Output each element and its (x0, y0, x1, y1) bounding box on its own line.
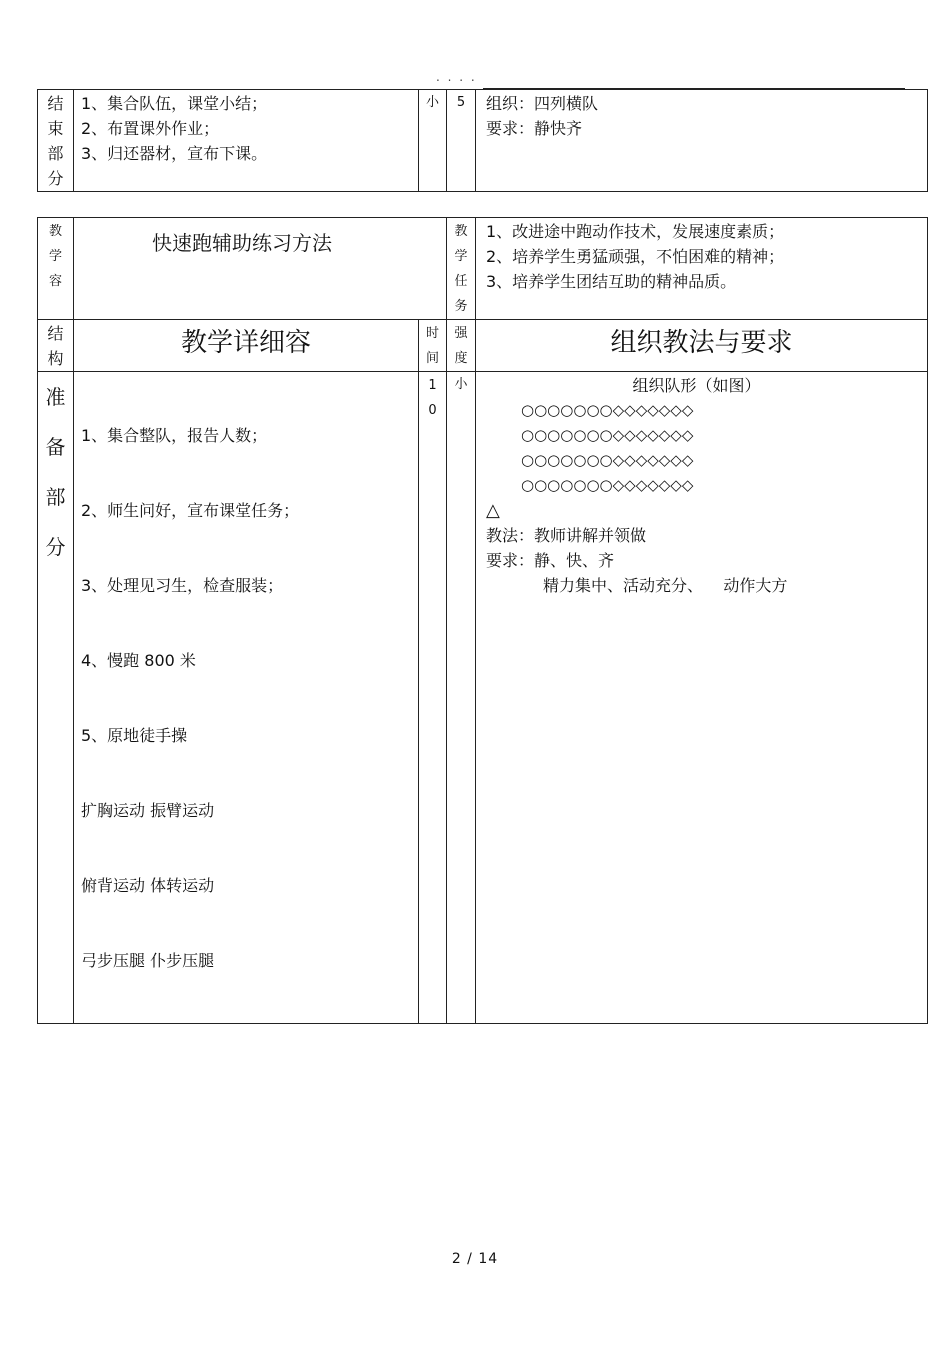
content-title-cell (74, 218, 447, 320)
content-title: 快速跑辅助练习方法 (152, 231, 332, 255)
prep-content: 1、集合整队，报告人数； 2、师生问好，宣布课堂任务； 3、处理见习生，检查服装； 4、慢跑 800 米 5、原地徒手操 扩胸运动 振臂运动 俯背运动 体转运动 弓步压腿 仆步压腿 (74, 372, 419, 1024)
prep-intensity: 小 (447, 372, 476, 1024)
ending-time: 5 (447, 90, 476, 192)
ending-structure-label: 结 束 部 分 (38, 90, 74, 192)
teacher-symbol: △ (486, 500, 500, 521)
header-content: 教学详细容 (74, 320, 419, 372)
prep-time: 1 0 (419, 372, 447, 1024)
requirement-detail: 精力集中、活动充分、 动作大方 (543, 576, 788, 595)
lesson-table (37, 217, 928, 1024)
header-dots: . . . . (436, 70, 477, 84)
formation-row: ○○○○○○○◇◇◇◇◇◇◇ (521, 451, 694, 469)
formation-title: 组织队形（如图） (632, 376, 761, 395)
ending-intensity: 小 (419, 90, 447, 192)
header-organization: 组织教法与要求 (476, 320, 928, 372)
content-label: 教 学 容 (38, 218, 74, 320)
ending-content: 1、集合队伍，课堂小结； 2、布置课外作业； 3、归还器材，宣布下课。 (74, 90, 419, 192)
task-list: 1、改进途中跑动作技术，发展速度素质； 2、培养学生勇猛顽强，不怕困难的精神； 3、培养学生团结互助的精神品质。 (476, 218, 928, 320)
requirement: 要求：静、快、齐 (486, 551, 615, 570)
formation-row: ○○○○○○○◇◇◇◇◇◇◇ (521, 426, 694, 444)
prep-organization (476, 372, 928, 1024)
page-number: 2 / 14 (451, 1251, 499, 1267)
ending-organization: 组织：四列横队 要求：静快齐 (476, 90, 928, 192)
teaching-method: 教法：教师讲解并领做 (486, 526, 647, 545)
header-intensity: 强 度 (447, 320, 476, 372)
header-structure: 结 构 (38, 320, 74, 372)
formation-row: ○○○○○○○◇◇◇◇◇◇◇ (521, 476, 694, 494)
prep-structure-label: 准 备 部 分 (38, 372, 74, 1024)
ending-section-table (37, 89, 928, 192)
task-label: 教 学 任 务 (447, 218, 476, 320)
formation-row: ○○○○○○○◇◇◇◇◇◇◇ (521, 401, 694, 419)
header-time: 时 间 (419, 320, 447, 372)
